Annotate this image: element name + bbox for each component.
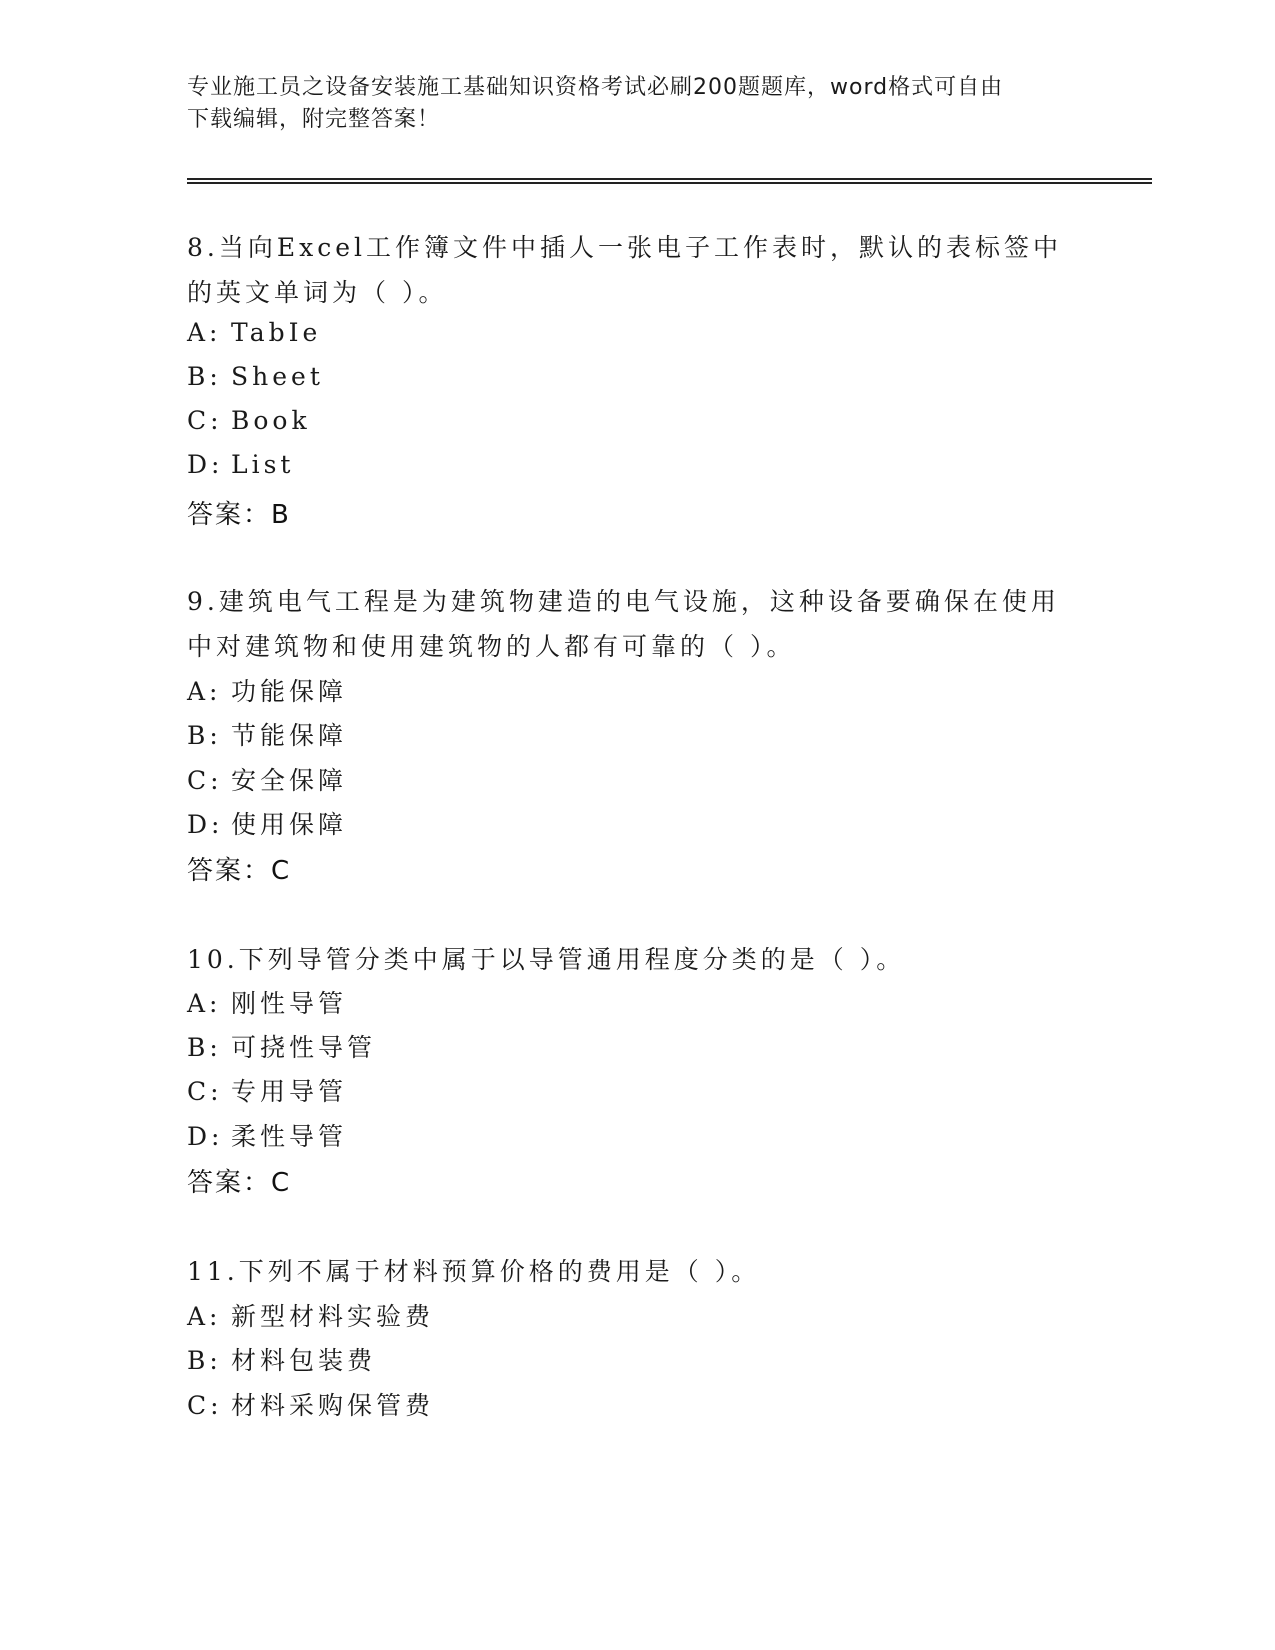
option-key: D:: [187, 1122, 224, 1151]
question-8-stem-line-1: 8.当向Excel工作簿文件中插人一张电子工作表时，默认的表标签中: [187, 233, 1062, 262]
question-11-stem: 11.下列不属于材料预算价格的费用是（ ）。: [187, 1257, 761, 1286]
option-text: Sheet: [231, 362, 324, 391]
question-10-option-b: [187, 1028, 376, 1064]
question-10-option-c: [187, 1072, 347, 1108]
option-key: B:: [187, 1033, 222, 1062]
option-text: List: [231, 450, 295, 479]
question-11-option-b: [187, 1341, 376, 1377]
header-line-1: 专业施工员之设备安装施工基础知识资格考试必刷200题题库，word格式可自由: [187, 75, 1004, 100]
question-8-answer: 答案：B: [187, 500, 291, 530]
option-text: 新型材料实验费: [231, 1302, 435, 1331]
option-key: A:: [187, 1302, 222, 1331]
option-text: 专用导管: [231, 1077, 348, 1106]
question-8-option-c: [187, 406, 311, 435]
option-text: 可挠性导管: [231, 1033, 377, 1062]
option-key: A:: [187, 318, 222, 347]
question-8-option-b: [187, 362, 324, 391]
question-9-option-b: [187, 716, 347, 752]
question-9-stem-line-1: 9.建筑电气工程是为建筑物建造的电气设施，这种设备要确保在使用: [187, 587, 1060, 616]
option-text: 材料包装费: [231, 1346, 377, 1375]
question-9-option-c: [187, 761, 347, 797]
option-text: 功能保障: [231, 677, 348, 706]
option-key: C:: [187, 766, 223, 795]
question-8-option-a: [187, 318, 321, 347]
header-line-2: 下载编辑，附完整答案！: [187, 107, 441, 132]
option-text: 刚性导管: [231, 989, 348, 1018]
option-text: 使用保障: [231, 810, 348, 839]
question-11-option-a: [187, 1297, 434, 1333]
question-10-option-a: [187, 984, 347, 1020]
question-11-option-c: [187, 1386, 434, 1422]
option-text: 安全保障: [231, 766, 348, 795]
header-divider: [187, 178, 1152, 184]
question-9-option-a: [187, 672, 347, 708]
option-text: 材料采购保管费: [231, 1391, 435, 1420]
question-10-answer: 答案：C: [187, 1168, 292, 1198]
option-key: B:: [187, 362, 222, 391]
question-8-option-d: [187, 450, 294, 479]
option-key: D:: [187, 810, 224, 839]
option-text: TabIe: [231, 318, 322, 347]
question-9-option-d: [187, 805, 347, 841]
option-text: Book: [231, 406, 311, 435]
question-9-stem-line-2: 中对建筑物和使用建筑物的人都有可靠的（ ）。: [187, 632, 796, 661]
option-key: B:: [187, 721, 222, 750]
option-key: B:: [187, 1346, 222, 1375]
option-key: C:: [187, 1077, 223, 1106]
document-header: [187, 72, 1067, 136]
option-key: C:: [187, 406, 223, 435]
question-10-option-d: [187, 1117, 347, 1153]
option-key: A:: [187, 677, 222, 706]
question-8-stem-line-2: 的英文单词为（ ）。: [187, 278, 448, 307]
option-text: 柔性导管: [231, 1122, 348, 1151]
question-9-answer: 答案：C: [187, 856, 292, 886]
option-key: A:: [187, 989, 222, 1018]
option-key: C:: [187, 1391, 223, 1420]
option-key: D:: [187, 450, 224, 479]
question-10-stem: 10.下列导管分类中属于以导管通用程度分类的是（ ）。: [187, 945, 906, 974]
option-text: 节能保障: [231, 721, 348, 750]
